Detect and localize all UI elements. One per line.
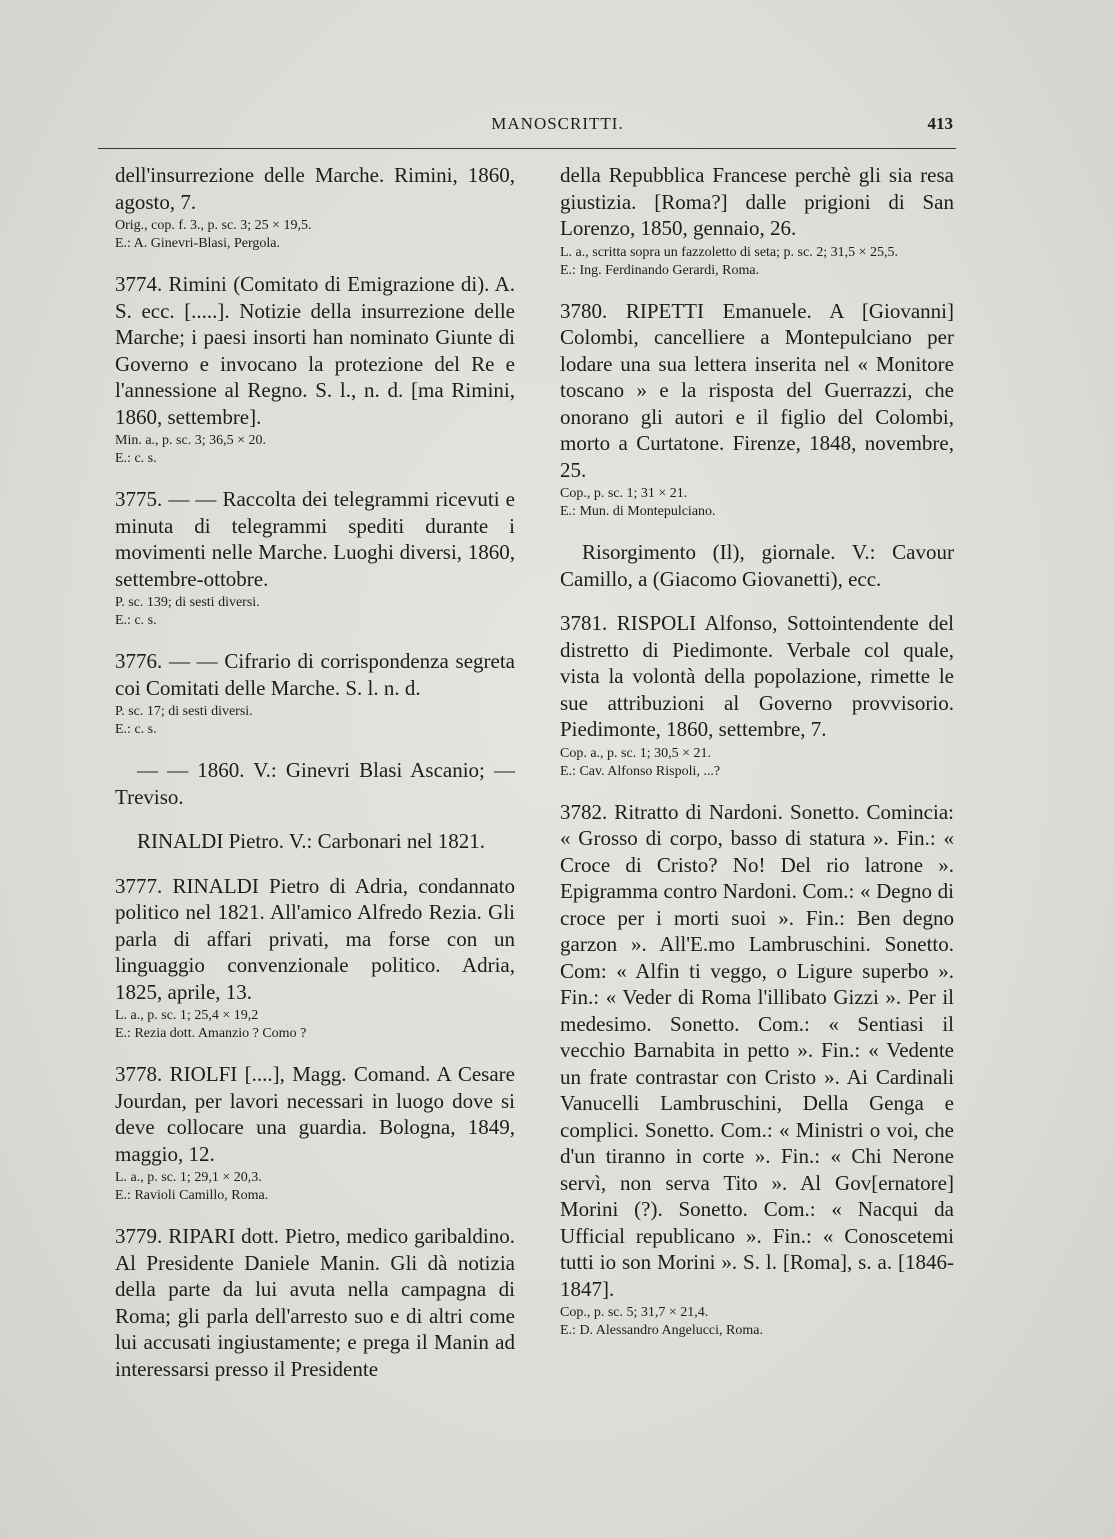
entry-3774	[115, 271, 515, 468]
entry-text: della Repubblica Francese perchè gli sia resa giustizia. [Roma?] dalle prigioni di San Lorenzo, 1850, gennaio, 26.	[560, 163, 954, 240]
meta-owner: E.: c. s.	[115, 451, 157, 466]
entry-meta	[560, 1304, 954, 1340]
entry-meta	[560, 485, 954, 521]
meta-owner: E.: Ravioli Camillo, Roma.	[115, 1188, 269, 1203]
page-header	[0, 110, 1115, 144]
meta-owner: E.: A. Ginevri-Blasi, Pergola.	[115, 236, 280, 251]
entry-3778	[115, 1061, 515, 1205]
entry-3779	[115, 1223, 515, 1382]
entry-3777	[115, 873, 515, 1044]
meta-owner: E.: Cav. Alfonso Rispoli, ...?	[560, 763, 721, 779]
meta-owner: E.: Ing. Ferdinando Gerardi, Roma.	[560, 262, 760, 278]
meta-owner: E.: c. s.	[115, 613, 157, 628]
entry-meta	[560, 745, 954, 781]
entry-text: 3775. — — Raccolta dei telegrammi ricevuti e minuta di telegrammi spediti durante i movimenti nelle Marche. Luoghi diversi, 1860, settembre-ottobre.	[115, 487, 515, 591]
entry-continuation-right	[560, 162, 954, 280]
meta-description: L. a., p. sc. 1; 25,4 × 19,2	[115, 1008, 259, 1023]
meta-description: Min. a., p. sc. 3; 36,5 × 20.	[115, 433, 266, 448]
cross-reference: — — 1860. V.: Ginevri Blasi Ascanio; — Treviso.	[115, 758, 515, 809]
entry-text: 3782. Ritratto di Nardoni. Sonetto. Comincia: « Grosso di corpo, basso di statura ». Fin.: « Croce di Cristo? No! Del rio latrone ». Epigramma contro Nardoni. Com.: « Degno di croce per i morti suoi ». Fin.: Ben degno garzon ». All'E.mo Lambruschini. Sonetto. Com: « Alfin ti veggo, o Ligure superbo ». Fin.: « Veder di Roma l'illibato Gizzi ». Per il medesimo. Sonetto. Com.: « Sentiasi il vecchio Barnabita in petto ». Fin.: « Vedente un frate contrastar con Cristo ». Ai Cardinali Vanucelli Lambruschini, Della Genga e complici. Sonetto. Com.: « Ministri o voi, che d'un tiranno in corte ». Fin.: « Chi Nerone servì, non serva Tito ». Al Gov[ernatore] Morini (?). Sonetto. Com.: « Nacqui da Ufficial republicano ». Fin.: « Conoscetemi tutti io son Morini ». S. l. [Roma], s. a. [1846-1847].	[560, 799, 954, 1301]
entry-meta	[560, 244, 954, 280]
meta-description: P. sc. 139; di sesti diversi.	[115, 595, 260, 610]
meta-owner: E.: c. s.	[115, 722, 157, 737]
entry-3782	[560, 799, 954, 1341]
entry-meta	[115, 1007, 515, 1043]
meta-description: Cop. a., p. sc. 1; 30,5 × 21.	[560, 745, 711, 761]
entry-continuation-left	[115, 162, 515, 253]
cross-reference: Risorgimento (Il), giornale. V.: Cavour Camillo, a (Giacomo Giovanetti), ecc.	[560, 540, 954, 591]
entry-text: 3780. RIPETTI Emanuele. A [Giovanni] Colombi, cancelliere a Montepulciano per lodare una sua lettera inserita nel « Monitore toscano » e la risposta del Guerrazzi, che onorano gli autori e il figlio del Colombi, morto a Curtatone. Firenze, 1848, novembre, 25.	[560, 298, 954, 482]
entry-text: 3777. RINALDI Pietro di Adria, condannato politico nel 1821. All'amico Alfredo Rezia. Gli parla di affari privati, ma forse con un linguaggio convenzionale politico. Adria, 1825, aprile, 13.	[115, 873, 515, 1004]
entry-meta	[115, 1169, 515, 1205]
entry-text: 3781. RISPOLI Alfonso, Sottointendente del distretto di Piedimonte. Verbale col quale, vista la volontà della popolazione, rimette le sue attribuzioni al Governo provvisorio. Piedimonte, 1860, settembre, 7.	[560, 611, 954, 741]
entry-3781	[560, 610, 954, 781]
entry-3775	[115, 486, 515, 630]
entry-meta	[115, 432, 515, 468]
meta-description: Cop., p. sc. 5; 31,7 × 21,4.	[560, 1305, 709, 1320]
meta-owner: E.: Rezia dott. Amanzio ? Como ?	[115, 1026, 307, 1041]
running-title: MANOSCRITTI.	[491, 114, 624, 133]
entry-3780	[560, 298, 954, 522]
left-column	[115, 162, 515, 1400]
page-number: 413	[927, 114, 953, 133]
entry-text: 3774. Rimini (Comitato di Emigrazione di). A. S. ecc. [.....]. Notizie della insurrezione delle Marche; i paesi insorti han nominato Giunte di Governo e invocano la protezione del Re e l'annessione al Regno. S. l., n. d. [ma Rimini, 1860, settembre].	[115, 272, 515, 429]
meta-owner: E.: Mun. di Montepulciano.	[560, 504, 716, 519]
meta-description: Cop., p. sc. 1; 31 × 21.	[560, 486, 688, 501]
entry-3776	[115, 648, 515, 739]
cross-reference: RINALDI Pietro. V.: Carbonari nel 1821.	[137, 829, 486, 853]
entry-text: dell'insurrezione delle Marche. Rimini, 1860, agosto, 7.	[115, 163, 515, 214]
header-rule	[98, 148, 956, 149]
meta-description: P. sc. 17; di sesti diversi.	[115, 704, 253, 719]
entry-meta	[115, 217, 515, 253]
entry-meta	[115, 703, 515, 739]
meta-description: L. a., p. sc. 1; 29,1 × 20,3.	[115, 1170, 262, 1185]
right-column	[560, 162, 954, 1358]
entry-text: 3776. — — Cifrario di corrispondenza segreta coi Comitati delle Marche. S. l. n. d.	[115, 649, 515, 700]
meta-description: L. a., scritta sopra un fazzoletto di seta; p. sc. 2; 31,5 × 25,5.	[560, 244, 898, 260]
meta-owner: E.: D. Alessandro Angelucci, Roma.	[560, 1323, 763, 1338]
entry-text: 3779. RIPARI dott. Pietro, medico garibaldino. Al Presidente Daniele Manin. Gli dà notizia della parte da lui avuta nella campagna di Roma; gli parla dell'arresto suo e di altri come lui accusati ingiustamente; e prega il Manin ad interessarsi presso il Presidente	[115, 1224, 515, 1381]
entry-text: 3778. RIOLFI [....], Magg. Comand. A Cesare Jourdan, per lavori necessari in luogo dove si deve collocare una guardia. Bologna, 1849, maggio, 12.	[115, 1062, 515, 1166]
entry-meta	[115, 594, 515, 630]
meta-description: Orig., cop. f. 3., p. sc. 3; 25 × 19,5.	[115, 218, 312, 233]
